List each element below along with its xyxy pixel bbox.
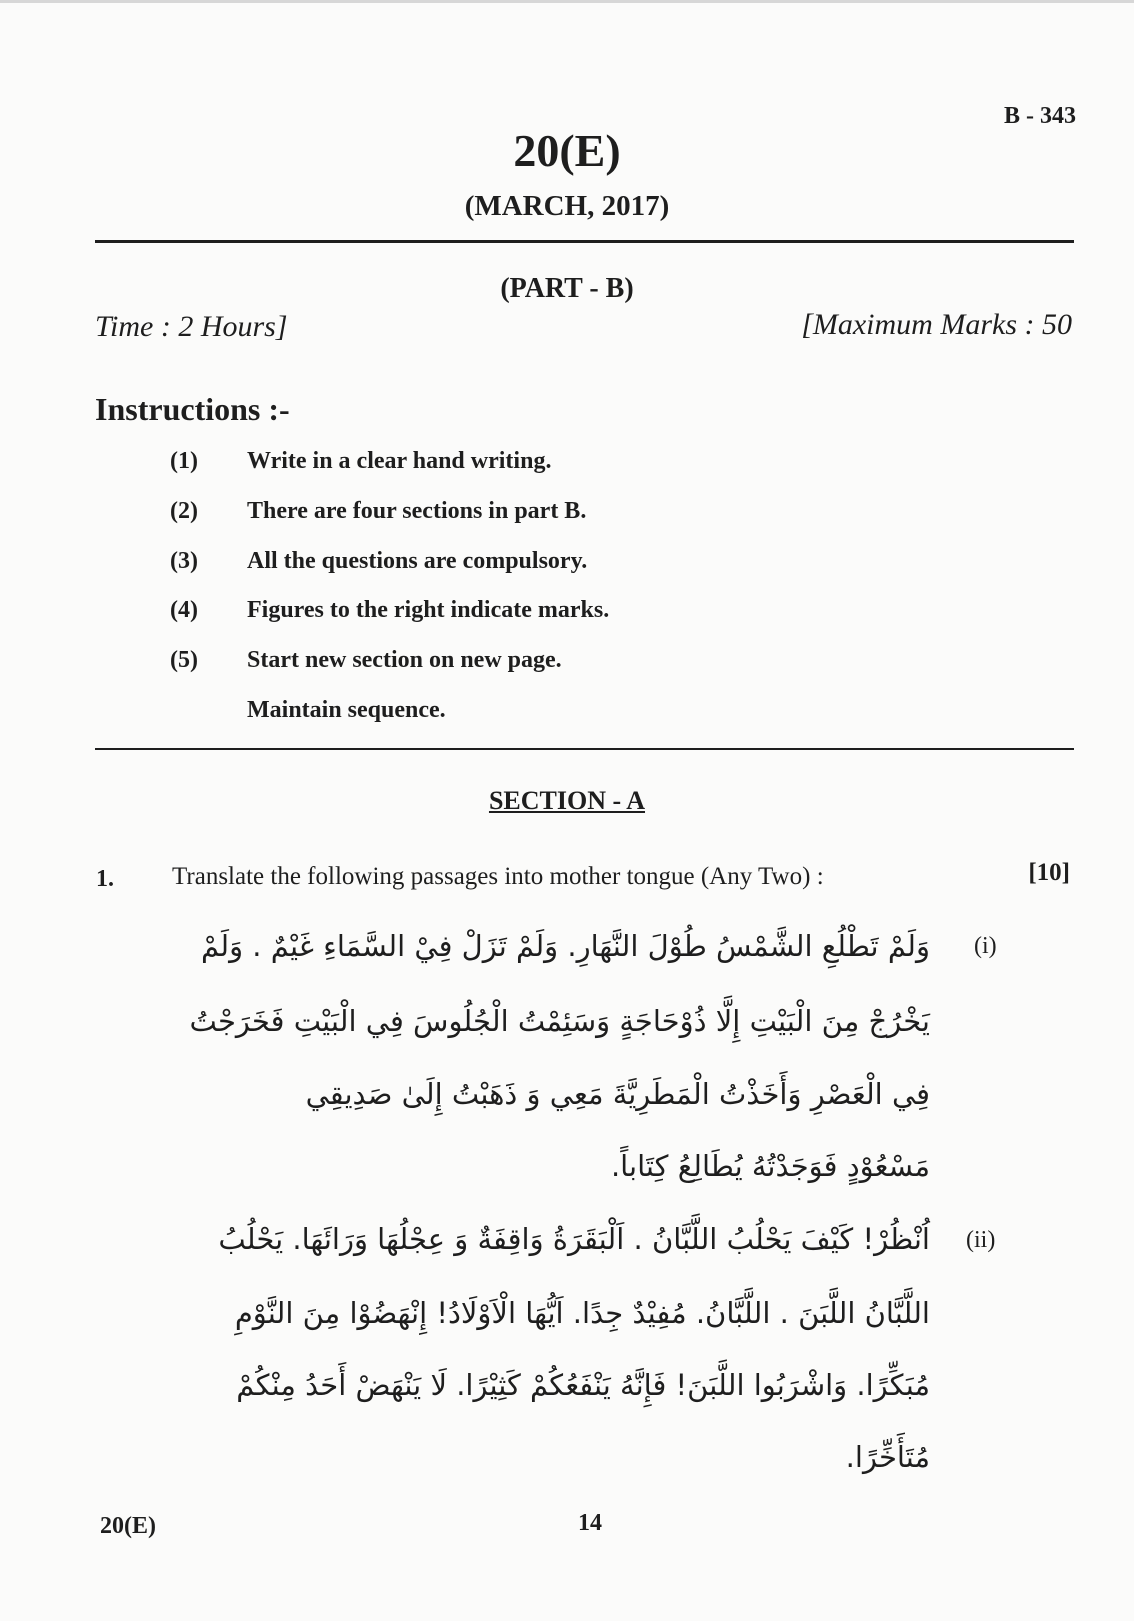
arabic-line: فِي الْعَصْرِ وَأَخَذْتُ الْمَطَرِيَّةَ مَعِي وَ ذَهَبْتُ إِلَىٰ صَدِيقِي <box>305 1077 930 1111</box>
instruction-text: Figures to the right indicate marks. <box>247 597 610 623</box>
arabic-line: يَخْرُجْ مِنَ الْبَيْتِ إِلَّا ذُوْحَاجَةٍ وَسَئِمْتُ الْجُلُوسَ فِي الْبَيْتِ فَخَرَجْتُ <box>189 1004 930 1038</box>
passage-label: (i) <box>974 933 997 959</box>
paper-code: B - 343 <box>1004 103 1076 129</box>
scan-edge <box>0 0 1134 3</box>
instruction-text: Write in a clear hand writing. <box>247 448 552 474</box>
section-title: SECTION - A <box>488 786 646 815</box>
arabic-line: مُبَكِّرًا. وَاشْرَبُوا اللَّبَنَ! فَإِنَّهُ يَنْفَعُكُمْ كَثِيْرًا. لَا يَنْهَضْ أَحَدُ مِنْكُمْ <box>236 1368 930 1402</box>
instruction-number: (5) <box>170 647 198 673</box>
time-allowed: Time : 2 Hours] <box>95 310 288 343</box>
arabic-line: وَلَمْ تَطْلُعِ الشَّمْسُ طُوْلَ النَّهَارِ. وَلَمْ تَزَلْ فِيْ السَّمَاءِ غَيْمٌ . وَلَمْ <box>200 929 930 963</box>
arabic-line: مُتَأَخِّرًا. <box>845 1440 930 1474</box>
question-number: 1. <box>96 866 114 892</box>
page-number: 14 <box>578 1510 602 1536</box>
instruction-number: (4) <box>170 597 198 623</box>
header-rule <box>95 240 1074 243</box>
arabic-line: مَسْعُوْدٍ فَوَجَدْتُهُ يُطَالِعُ كِتَاباً. <box>610 1149 930 1183</box>
exam-title: 20(E) <box>513 125 621 176</box>
instruction-text: There are four sections in part B. <box>247 498 587 524</box>
instruction-number: (2) <box>170 498 198 524</box>
arabic-line: اللَّبَّانُ اللَّبَنَ . اللَّبَّانُ. مُفِيْدٌ جِدًا. اَيُّهَا الْاَوْلَادُ! إِنْهَضُوْا مِنَ النَّوْمِ <box>234 1296 930 1330</box>
instructions-heading: Instructions :- <box>95 391 290 427</box>
arabic-line: اُنْظُرْ! كَيْفَ يَحْلُبُ اللَّبَّانُ . اَلْبَقَرَةُ وَاقِفَةٌ وَ عِجْلُهَا وَرَائَهَا. يَحْلُبُ <box>218 1222 930 1256</box>
exam-date: (MARCH, 2017) <box>464 190 670 222</box>
passage-label: (ii) <box>966 1227 996 1253</box>
maximum-marks: [Maximum Marks : 50 <box>801 308 1072 341</box>
instruction-text: Maintain sequence. <box>247 697 446 723</box>
question-marks: [10] <box>1028 859 1070 886</box>
instruction-number: (3) <box>170 548 198 574</box>
footer-code: 20(E) <box>100 1513 156 1539</box>
part-label: (PART - B) <box>500 273 634 304</box>
instruction-text: Start new section on new page. <box>247 647 562 673</box>
instructions-rule <box>95 748 1074 750</box>
instruction-number: (1) <box>170 448 198 474</box>
question-text: Translate the following passages into mother tongue (Any Two) : <box>172 863 824 890</box>
instruction-text: All the questions are compulsory. <box>247 548 588 574</box>
